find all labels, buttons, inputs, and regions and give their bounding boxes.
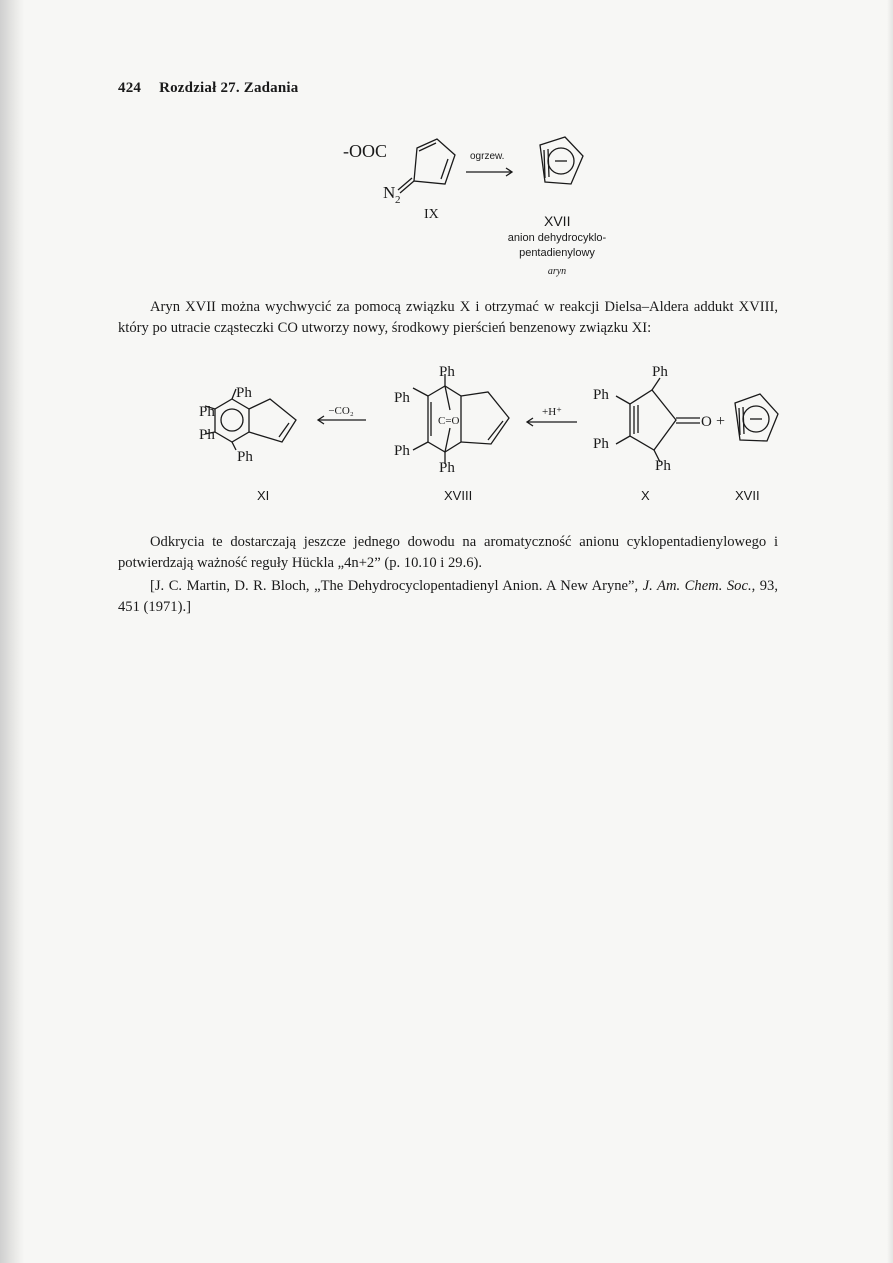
reaction-schemes: [0, 0, 893, 530]
xi-ph-top: Ph: [236, 385, 252, 401]
aryne-anion-ring-2: [735, 394, 778, 441]
label-xi: XI: [257, 488, 270, 503]
label-ix: IX: [424, 207, 439, 222]
caption-line-3: aryn: [547, 266, 567, 277]
xviii-ph-top: Ph: [439, 364, 455, 380]
xi-ph-left-2: Ph: [199, 427, 215, 443]
x-ph-left-1: Ph: [593, 387, 609, 403]
aryne-anion-ring: [540, 137, 583, 184]
label-xvii-top: XVII: [544, 213, 571, 229]
x-ph-left-2: Ph: [593, 436, 609, 452]
ketone-oxygen: O: [701, 414, 712, 430]
diazo-n: N: [383, 183, 396, 202]
carboxylate-group: -OOC: [343, 141, 387, 161]
co2-label: −CO₂: [328, 405, 354, 417]
literature-reference: [118, 576, 778, 618]
reference-volume: , 93, 451 (1971).]: [118, 578, 778, 615]
diazo-subscript: 2: [395, 194, 401, 206]
body-paragraph-2: Odkrycia te dostarczają jeszcze jednego dowodu na aromatyczność anionu cyklopentadienylowego i potwierdzają ważność reguły Hückla „4n+2” (p. 10.10 i 29.6).: [118, 534, 778, 571]
caption-line-1: anion dehydrocyklo-: [507, 232, 607, 244]
xi-ph-bottom: Ph: [237, 449, 253, 465]
heat-label: ogrzew.: [470, 151, 505, 162]
compound-xviii-structure: [413, 374, 509, 464]
xviii-ph-left-2: Ph: [394, 443, 410, 459]
label-xvii: XVII: [735, 488, 760, 503]
label-xviii: XVIII: [444, 488, 473, 503]
x-ph-top: Ph: [652, 364, 668, 380]
caption-line-2: pentadienylowy: [519, 247, 595, 259]
x-ph-bottom: Ph: [655, 458, 671, 474]
xviii-ph-left-1: Ph: [394, 390, 410, 406]
xviii-ph-bottom: Ph: [439, 460, 455, 476]
xi-ph-left-1: Ph: [199, 404, 215, 420]
label-x: X: [641, 488, 650, 503]
chapter-title: Rozdział 27. Zadania: [159, 80, 299, 96]
compound-ix-ring: [414, 139, 455, 184]
body-paragraph-1: Aryn XVII można wychwycić za pomocą związku X i otrzymać w reakcji Dielsa–Aldera addukt XVIII, który po utracie cząsteczki CO utworzy nowy, środkowy pierścień benzenowy związku XI:: [118, 299, 778, 336]
xviii-co-bridge: C=O: [438, 415, 460, 427]
reference-journal: J. Am. Chem. Soc.: [642, 578, 752, 594]
page-number: 424: [118, 80, 142, 96]
h-plus-label: +H⁺: [542, 406, 562, 418]
reference-authors-title: [J. C. Martin, D. R. Bloch, „The Dehydrocyclopentadienyl Anion. A New Aryne”,: [150, 578, 643, 594]
compound-x-structure: [616, 378, 700, 462]
plus-sign: +: [716, 413, 726, 430]
